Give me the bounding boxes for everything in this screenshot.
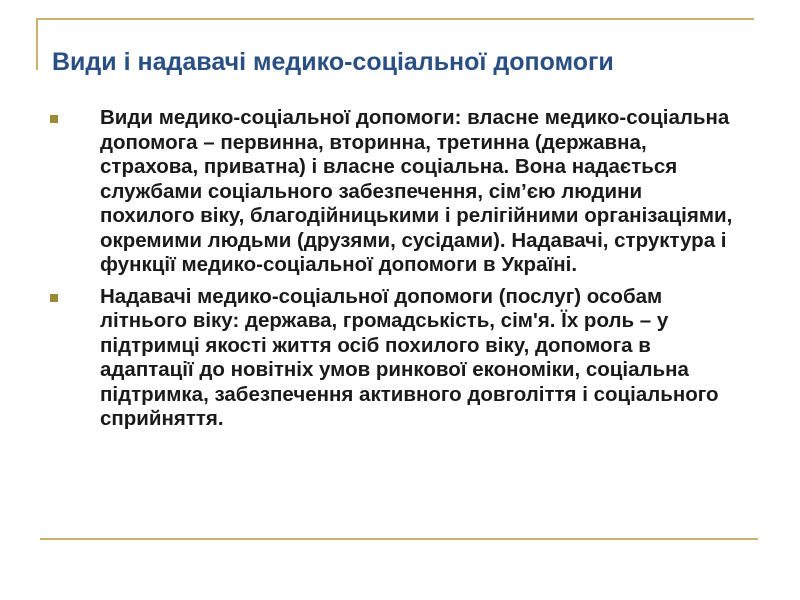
square-bullet-icon xyxy=(50,115,58,123)
bullet-list xyxy=(40,106,740,439)
bottom-divider xyxy=(40,538,758,540)
bullet-text: Види медико-соціальної допомоги: власне медико-соціальна допомога – первинна, вторинна, третинна (державна, страхова, приватна) і власне соціальна. Вона надається службами соціального забезпечення, сім’єю людини похилого віку, благодійницькими і релігійними організаціями, окремими людьми (друзями, сусідами). Надавачі, структура і функції медико-соціальної допомоги в Україні. xyxy=(100,106,733,276)
top-divider-tick xyxy=(36,18,38,70)
bullet-item-providers xyxy=(40,285,740,432)
slide-title: Види і надавачі медико-соціальної допомоги xyxy=(52,48,614,76)
top-divider xyxy=(36,18,754,20)
square-bullet-icon xyxy=(50,294,58,302)
bullet-text: Надавачі медико-соціальної допомоги (послуг) особам літнього віку: держава, громадськість, сім'я. Їх роль – у підтримці якості життя осіб похилого віку, допомога в адаптації до новітніх умов ринкової економіки, соціальна підтримка, забезпечення активного довголіття і соціального сприйняття. xyxy=(100,284,719,430)
bullet-item-types xyxy=(40,106,740,278)
